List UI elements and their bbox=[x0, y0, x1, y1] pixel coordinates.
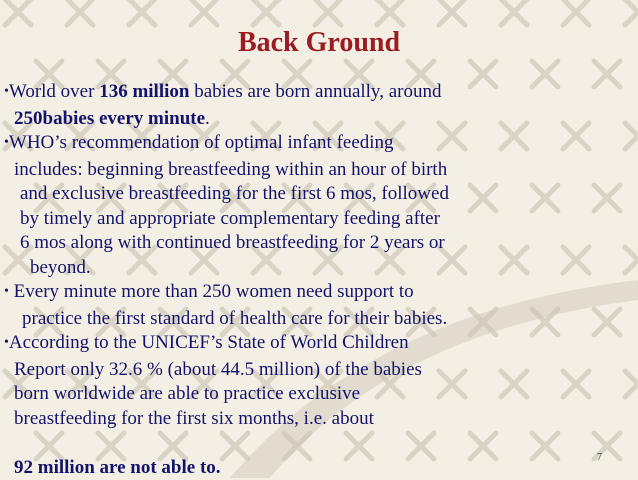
bullet-2-line-3: and exclusive breastfeeding for the first 6 mos, followed bbox=[0, 182, 630, 207]
highlight-136-million: 136 million bbox=[99, 81, 189, 102]
bullet-2-line-5: 6 mos along with continued breastfeeding for 2 years or bbox=[0, 231, 630, 256]
bullet-icon: • bbox=[4, 284, 9, 299]
bullet-2-line-4: by timely and appropriate complementary feeding after bbox=[0, 207, 630, 232]
bullet-icon: • bbox=[4, 84, 9, 99]
bullet-2-line-6: beyond. bbox=[0, 256, 630, 281]
bullet-4-line-1: •According to the UNICEF’s State of World Children bbox=[0, 331, 630, 358]
bullet-1-line-2: 250babies every minute. bbox=[0, 107, 630, 132]
bullet-2-line-2: includes: beginning breastfeeding within an hour of birth bbox=[0, 158, 630, 183]
bullet-2-line-1: •WHO’s recommendation of optimal infant feeding bbox=[0, 131, 630, 158]
bullet-icon: • bbox=[4, 335, 9, 350]
blank-line bbox=[0, 431, 630, 456]
slide-body bbox=[0, 80, 630, 480]
highlight-92-million: 92 million are not able to. bbox=[14, 457, 221, 478]
highlight-250-babies: 250babies every minute bbox=[14, 108, 205, 129]
bullet-4-line-5 bbox=[0, 456, 630, 480]
bullet-4-line-3: born worldwide are able to practice exclusive bbox=[0, 382, 630, 407]
bullet-icon: • bbox=[4, 135, 9, 150]
bullet-3-line-1: • Every minute more than 250 women need support to bbox=[0, 280, 630, 307]
page-number: 7 bbox=[597, 452, 602, 463]
bullet-4-line-4: breastfeeding for the first six months, i.e. about bbox=[0, 407, 630, 432]
slide-title: Back Ground bbox=[0, 26, 638, 60]
bullet-3-line-2: practice the first standard of health care for their babies. bbox=[0, 307, 630, 332]
bullet-1-line-1: •World over 136 million babies are born annually, around bbox=[0, 80, 630, 107]
bullet-4-line-2: Report only 32.6 % (about 44.5 million) of the babies bbox=[0, 358, 630, 383]
